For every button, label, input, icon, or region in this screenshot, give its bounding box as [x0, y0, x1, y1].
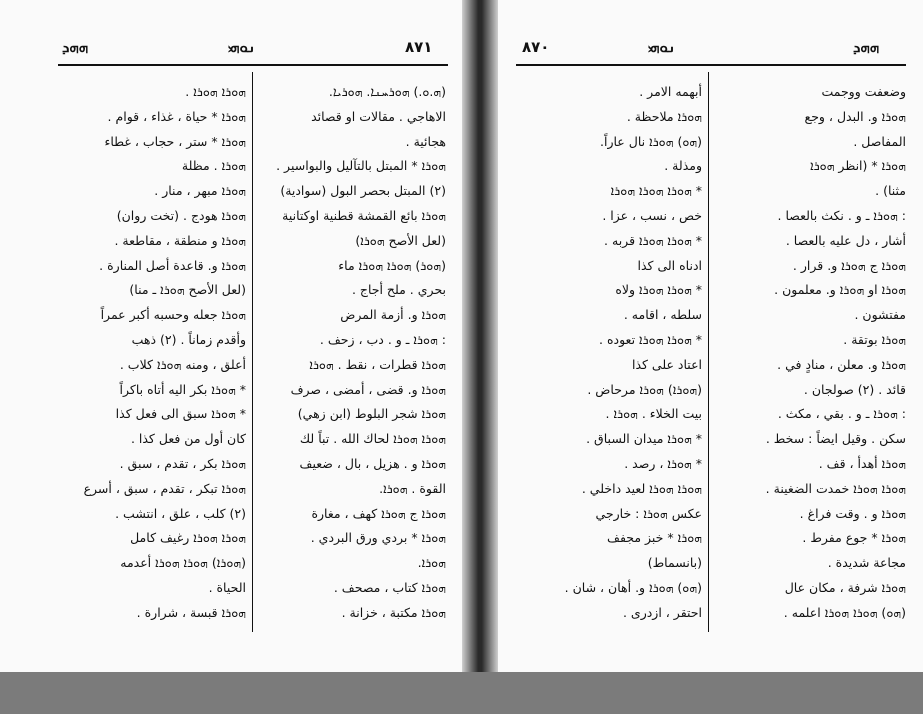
dictionary-entry-line: ܗܘܪܐ ܗܘܪܐ رغيف كامل: [130, 530, 246, 546]
left-page-right-column: [260, 80, 446, 626]
dictionary-entry-line: ܗܘܪܐ قبسة ، شرارة .: [136, 604, 246, 620]
scan-background-band: [0, 672, 923, 714]
dictionary-entry-line: مثنا) .: [875, 183, 906, 199]
dictionary-entry-line: ܗܘܪܐ تبكر ، تقدم ، سبق ، أسرع: [83, 480, 246, 496]
dictionary-entry-line: المفاصل .: [853, 133, 906, 149]
dictionary-entry-line: * ܗܘܪܐ ܗܘܪܐ تعوده .: [599, 331, 702, 347]
dictionary-entry-line: الحياة .: [208, 579, 246, 595]
dictionary-entry-line: ܗܘܪܐ ج ܗܘܪܐ و. قرار .: [792, 257, 906, 273]
right-page-header-rule: [516, 64, 906, 66]
dictionary-entry-line: (لعل الأصح ܗܘܪܐ): [355, 232, 446, 248]
right-page-right-column: [716, 80, 906, 626]
dictionary-entry-line: قائد . (٢) صولجان .: [803, 381, 906, 397]
dictionary-entry-line: أشار ، دل عليه بالعصا .: [785, 232, 906, 248]
dictionary-entry-line: ܗܘܪܐ بائع القمشة قطنية اوكتانية: [282, 207, 446, 223]
left-page-header-rule: [58, 64, 448, 66]
dictionary-entry-line: * ܗܘܪܐ ܗܘܪܐ ܗܘܪܐ: [610, 183, 702, 199]
left-page-number: ٨٧١: [405, 38, 433, 56]
right-page-number: ٨٧٠: [522, 38, 550, 56]
dictionary-entry-line: ܗܘܪܐ ملاحظة .: [626, 108, 702, 124]
dictionary-entry-line: كان أول من فعل كذا .: [130, 431, 246, 447]
dictionary-entry-line: ܗܘܪܐ و. قضى ، أمضى ، صرف: [290, 381, 446, 397]
dictionary-entry-line: * ܗܘܪܐ سبق الى فعل كذا: [115, 406, 246, 422]
dictionary-entry-line: ܗܘܪܐ و. أزمة المرض: [340, 307, 446, 323]
dictionary-entry-line: ܗܘܪܐ * بردي ورق البردي .: [310, 530, 446, 546]
book-gutter: [462, 0, 498, 672]
dictionary-entry-line: احتقر ، ازدرى .: [622, 604, 702, 620]
dictionary-entry-line: ܗܘܪܐ * (انظر ܗܘܪܐ: [810, 158, 906, 174]
dictionary-entry-line: مجاعة شديدة .: [827, 555, 906, 571]
left-page-header-left: ܗܗܕ: [62, 38, 89, 56]
dictionary-entry-line: (ܗܘ) ܗܘܪܐ ܗܘܪܐ اعلمه .: [783, 604, 906, 620]
left-page-left-column: [60, 80, 246, 626]
dictionary-entry-line: (ܗܘ) ܗܘܪܐ و. أهان ، شان .: [564, 579, 702, 595]
dictionary-entry-line: (٢) كلب ، علق ، انتشب .: [115, 505, 246, 521]
dictionary-entry-line: ادناه الى كذا: [637, 257, 702, 273]
left-page-header-center: ܢܘܗܝ: [228, 38, 256, 56]
left-page: [0, 0, 462, 672]
dictionary-entry-line: ܗܘܪܐ و . وقت فراغ .: [799, 505, 906, 521]
dictionary-entry-line: (ܗܘܪ) ܗܘܪܐ ܗܘܪܐ ماء: [338, 257, 446, 273]
dictionary-entry-line: سلطه ، اقامه .: [623, 307, 702, 323]
dictionary-entry-line: ܗܘܪܐ جعله وحسبه أكبر عمراً: [100, 307, 246, 323]
dictionary-entry-line: (ܗ.ܘ.) ܗܘܪܚܢܐ. ܗܘܪܝܐ.: [328, 84, 446, 99]
dictionary-entry-line: ܗܘܪܐ ܗܘܪܐ لعيد داخلي .: [581, 480, 702, 496]
dictionary-entry-line: وضعفت ووجمت: [821, 84, 906, 99]
dictionary-entry-line: ܗܘܪܐ و. معلن ، منادٍ في .: [777, 356, 906, 372]
dictionary-entry-line: * ܗܘܪܐ ܗܘܪܐ قربه .: [604, 232, 702, 248]
right-page-left-column: [516, 80, 702, 626]
dictionary-entry-line: ܗܘܪܐ * حياة ، غذاء ، قوام .: [107, 108, 246, 124]
dictionary-entry-line: (لعل الأصح ܗܘܪܐ ـ منا): [129, 282, 246, 298]
dictionary-entry-line: أبهمه الامر .: [639, 84, 702, 99]
dictionary-entry-line: : ܗܘܪܐ ـ و . بقي ، مكث .: [777, 406, 906, 422]
dictionary-entry-line: ܗܘܪܐ مكتبة ، خزانة .: [341, 604, 446, 620]
dictionary-entry-line: ܗܘܪܐ و منطقة ، مقاطعة .: [114, 232, 246, 248]
dictionary-entry-line: هجائية .: [405, 133, 446, 149]
dictionary-entry-line: ܗܘܪܐ * خبز مجفف: [607, 530, 702, 546]
dictionary-entry-line: مفتشون .: [854, 307, 906, 323]
dictionary-entry-line: : ܗܘܪܐ ـ و . نكث بالعصا .: [777, 207, 906, 223]
dictionary-entry-line: ܗܘܪܐ . مظلة: [181, 158, 246, 174]
dictionary-entry-line: (٢) المبتل بحصر البول (سوادية): [280, 183, 446, 199]
dictionary-entry-line: ܗܘܪܐ شجر البلوط (ابن زهي): [297, 406, 446, 422]
left-page-column-divider: [252, 72, 253, 632]
dictionary-entry-line: : ܗܘܪܐ ـ و . دب ، زحف .: [319, 331, 446, 347]
dictionary-entry-line: ܗܘܪܐ.: [417, 555, 446, 571]
dictionary-entry-line: ܗܘܪܐ او ܗܘܪܐ و. معلمون .: [774, 282, 906, 298]
dictionary-entry-line: وأقدم زماناً . (٢) ذهب: [131, 331, 246, 347]
dictionary-entry-line: ܗܘܪܐ ܗܘܪܐ .: [185, 84, 246, 99]
dictionary-entry-line: ܗܘܪܐ أهدأ ، قف .: [818, 455, 906, 471]
right-page: [498, 0, 923, 672]
dictionary-entry-line: الاهاجي . مقالات او قصائد: [311, 108, 446, 124]
dictionary-entry-line: ܗܘܪܐ ج ܗܘܪܐ كهف ، مغارة: [311, 505, 446, 521]
dictionary-entry-line: ܗܘܪܐ ܗܘܪܐ لحاك الله . تباً لك: [299, 431, 446, 447]
dictionary-entry-line: ܗܘܪܐ قطرات ، نقط . ܗܘܪܐ: [309, 356, 446, 372]
dictionary-entry-line: ܗܘܪܐ هودج . (تخت روان): [116, 207, 246, 223]
dictionary-entry-line: بحري . ملح أجاج .: [351, 282, 446, 298]
dictionary-entry-line: (ܗܘܪܐ) ܗܘܪܐ ܗܘܪܐ أعدمه: [120, 555, 246, 571]
dictionary-entry-line: * ܗܘܪܐ ، رصد .: [624, 455, 702, 471]
dictionary-entry-line: ܗܘܪܐ و. قاعدة أصل المنارة .: [99, 257, 246, 273]
dictionary-entry-line: (ܗܘ) ܗܘܪܐ نال عاراً.: [600, 133, 702, 149]
dictionary-entry-line: ܗܘܪܐ شرفة ، مكان عال: [784, 579, 906, 595]
dictionary-entry-line: اعتاد على كذا: [631, 356, 702, 372]
dictionary-entry-line: ܗܘܪܐ * جوع مفرط .: [802, 530, 906, 546]
dictionary-entry-line: ܗܘܪܐ ܗܘܪܐ خمدت الضغينة .: [765, 480, 906, 496]
dictionary-entry-line: ومذلة .: [664, 158, 702, 174]
dictionary-entry-line: * ܗܘܪܐ ميدان السباق .: [586, 431, 702, 447]
right-page-column-divider: [708, 72, 709, 632]
dictionary-entry-line: ܗܘܪܐ بكر ، تقدم ، سبق .: [119, 455, 246, 471]
dictionary-entry-line: ܗܘܪܐ * ستر ، حجاب ، غطاء: [104, 133, 246, 149]
dictionary-entry-line: القوة . ܗܘܪܐ.: [379, 480, 446, 496]
dictionary-entry-line: ܗܘܪܐ * المبتل بالتآليل والبواسير .: [276, 158, 446, 174]
dictionary-entry-line: ܗܘܪܐ بوتقة .: [843, 331, 906, 347]
dictionary-entry-line: (ܗܘܪܐ) ܗܘܪܐ مرحاض .: [587, 381, 702, 397]
dictionary-entry-line: * ܗܘܪܐ بكر اليه أتاه باكراً: [119, 381, 246, 397]
dictionary-entry-line: ܗܘܪܐ مبهر ، منار .: [154, 183, 246, 199]
dictionary-entry-line: أعلق ، ومنه ܗܘܪܐ كلاب .: [119, 356, 246, 372]
dictionary-entry-line: عكس ܗܘܪܐ : خارجي: [595, 505, 702, 521]
dictionary-entry-line: (بانسماط): [647, 555, 702, 571]
dictionary-entry-line: سكن . وقيل ايضاً : سخط .: [765, 431, 906, 447]
right-page-header-center: ܢܘܗܝ: [648, 38, 676, 56]
dictionary-entry-line: بيت الخلاء . ܗܘܪܐ .: [605, 406, 702, 422]
dictionary-entry-line: * ܗܘܪܐ ܗܘܪܐ ولاه: [615, 282, 702, 298]
dictionary-entry-line: ܗܘܪܐ و. البدل ، وجع: [804, 108, 906, 124]
right-page-header-right: ܗܗܕ: [853, 38, 880, 56]
dictionary-entry-line: ܗܘܪܐ كتاب ، مصحف .: [333, 579, 446, 595]
dictionary-entry-line: ܗܘܪܐ و . هزيل ، بال ، ضعيف: [299, 455, 446, 471]
dictionary-entry-line: خص ، نسب ، عزا .: [602, 207, 702, 223]
